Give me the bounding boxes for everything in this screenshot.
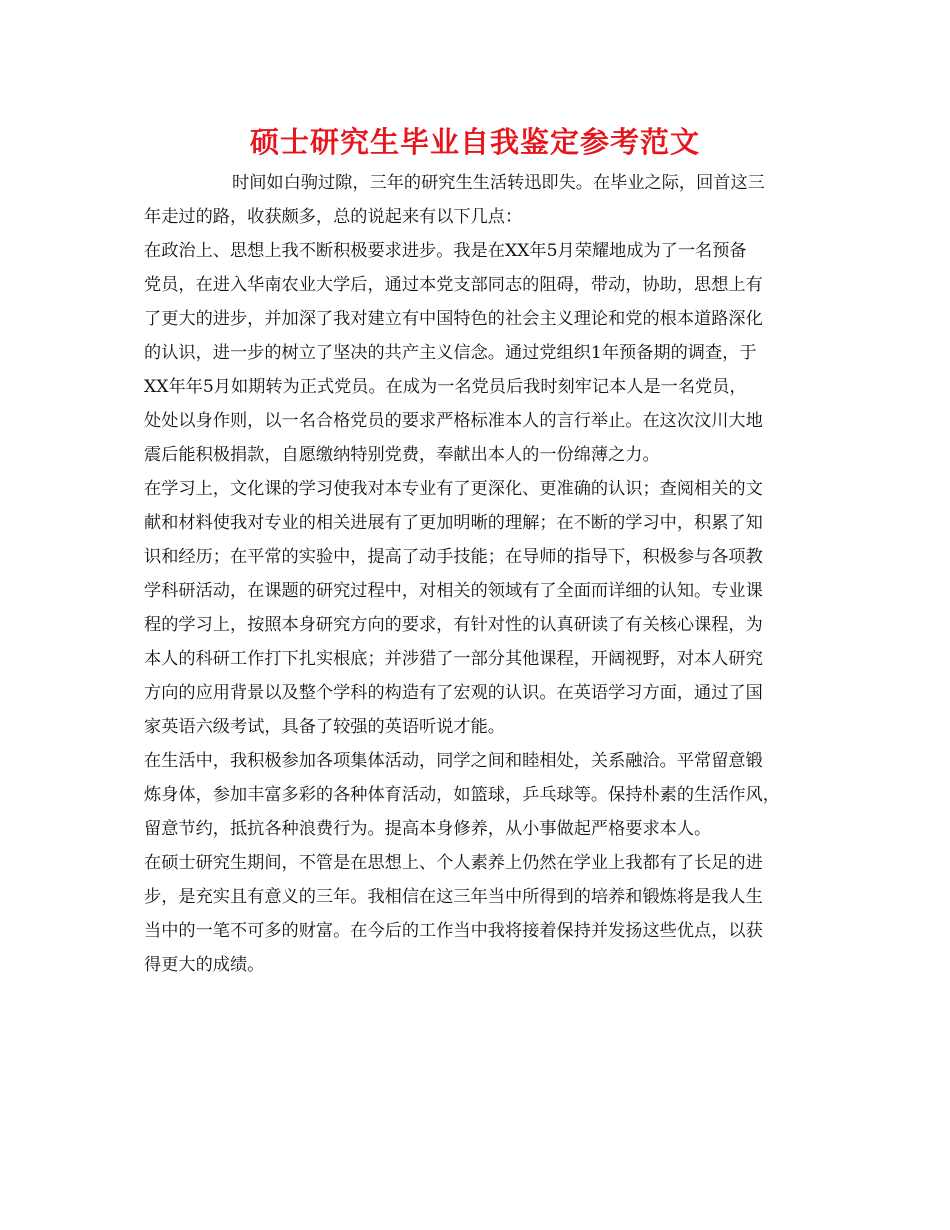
document-title: 硕士研究生毕业自我鉴定参考范文 xyxy=(249,125,700,159)
body-line-10: 在学习上，文化课的学习使我对本专业有了更深化、更准确的认识；查阅相关的文 xyxy=(144,479,763,499)
body-line-23: 当中的一笔不可多的财富。在今后的工作当中我将接着保持并发扬这些优点，以获 xyxy=(144,921,763,941)
body-line-19: 炼身体，参加丰富多彩的各种体育活动，如篮球，乒乓球等。保持朴素的生活作风， xyxy=(144,785,780,805)
body-line-4: 党员，在进入华南农业大学后，通过本党支部同志的阻碍，带动，协助，思想上有 xyxy=(144,275,763,295)
body-line-24: 得更大的成绩。 xyxy=(144,955,265,975)
body-line-12: 识和经历；在平常的实验中，提高了动手技能；在导师的指导下，积极参与各项教 xyxy=(144,547,763,567)
body-line-9: 震后能积极捐款，自愿缴纳特别党费，奉献出本人的一份绵薄之力。 xyxy=(144,445,660,465)
document-body xyxy=(144,166,824,982)
body-line-7: XX年年5月如期转为正式党员。在成为一名党员后我时刻牢记本人是一名党员， xyxy=(144,377,747,397)
body-line-8: 处处以身作则，以一名合格党员的要求严格标准本人的言行举止。在这次汶川大地 xyxy=(144,411,763,431)
body-line-15: 本人的科研工作打下扎实根底；并涉猎了一部分其他课程，开阔视野，对本人研究 xyxy=(144,649,763,669)
body-line-3: 在政治上、思想上我不断积极要求进步。我是在XX年5月荣耀地成为了一名预备 xyxy=(144,241,747,261)
body-line-13: 学科研活动，在课题的研究过程中，对相关的领域有了全面而详细的认知。专业课 xyxy=(144,581,763,601)
body-line-6: 的认识，进一步的树立了坚决的共产主义信念。通过党组织1年预备期的调查，于 xyxy=(144,343,757,363)
body-line-2: 年走过的路，收获颇多，总的说起来有以下几点： xyxy=(144,207,523,227)
body-line-14: 程的学习上，按照本身研究方向的要求，有针对性的认真研读了有关核心课程，为 xyxy=(144,615,763,635)
body-line-16: 方向的应用背景以及整个学科的构造有了宏观的认识。在英语学习方面，通过了国 xyxy=(144,683,763,703)
body-line-11: 献和材料使我对专业的相关进展有了更加明晰的理解；在不断的学习中，积累了知 xyxy=(144,513,763,533)
body-line-20: 留意节约，抵抗各种浪费行为。提高本身修养，从小事做起严格要求本人。 xyxy=(144,819,712,839)
body-line-18: 在生活中，我积极参加各项集体活动，同学之间和睦相处，关系融洽。平常留意锻 xyxy=(144,751,763,771)
body-line-17: 家英语六级考试，具备了较强的英语听说才能。 xyxy=(144,717,505,737)
body-line-1: 时间如白驹过隙，三年的研究生生活转迅即失。在毕业之际，回首这三 xyxy=(232,173,765,193)
body-line-5: 了更大的进步，并加深了我对建立有中国特色的社会主义理论和党的根本道路深化 xyxy=(144,309,763,329)
body-line-22: 步，是充实且有意义的三年。我相信在这三年当中所得到的培养和锻炼将是我人生 xyxy=(144,887,763,907)
body-line-21: 在硕士研究生期间，不管是在思想上、个人素养上仍然在学业上我都有了长足的进 xyxy=(144,853,763,873)
